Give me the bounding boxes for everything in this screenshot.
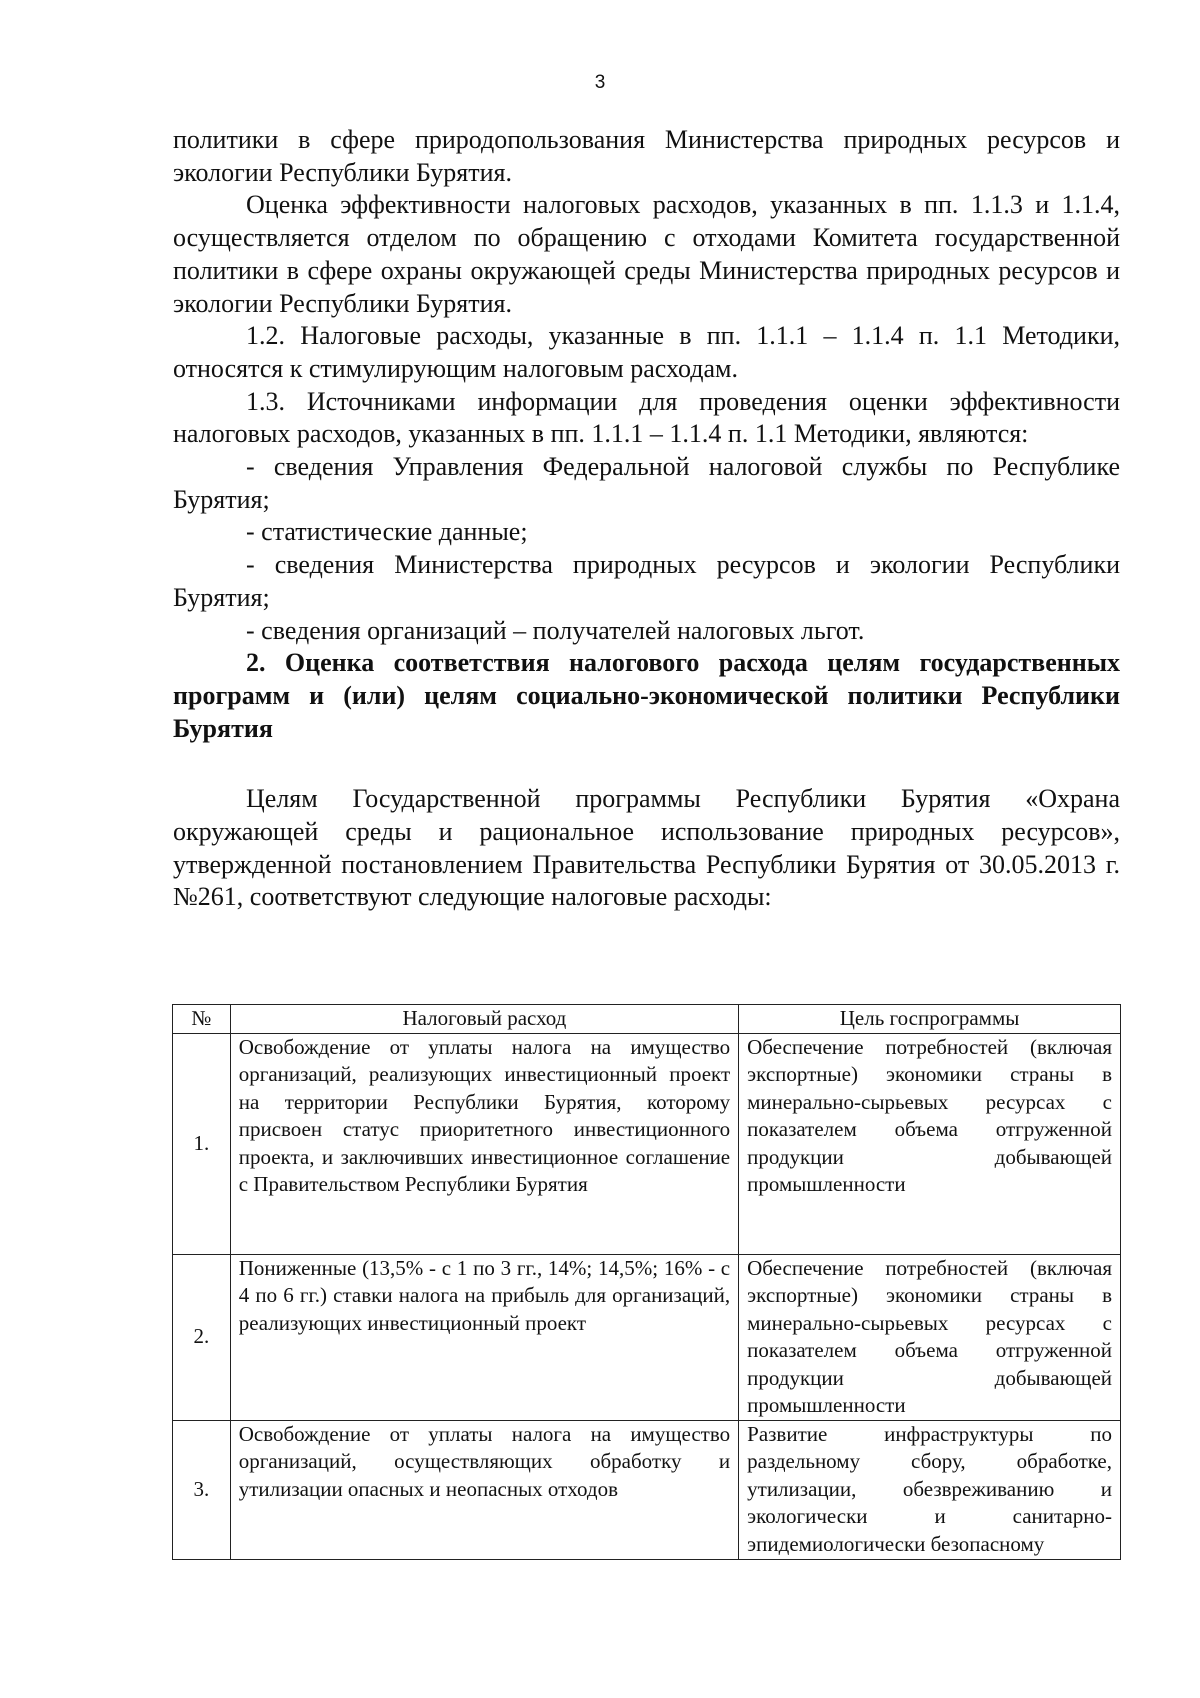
page-number: 3: [594, 72, 606, 93]
row-goal: Обеспечение потребностей (включая экспортные) экономики страны в минерально-сырьевых ресурсах с показателем объема отгруженной продукции добывающей промышленности: [739, 1254, 1121, 1420]
table-row: [173, 1254, 1121, 1420]
paragraph-intro: Целям Государственной программы Республики Бурятия «Охрана окружающей среды и рациональное использование природных ресурсов», утвержденной постановлением Правительства Республики Бурятия от 30.05.2013 г. №261, соответствуют следующие налоговые расходы:: [173, 784, 1120, 912]
row-expense: Освобождение от уплаты налога на имущество организаций, реализующих инвестиционный проект на территории Республики Бурятия, которому присвоен статус приоритетного инвестиционного проекта, и заключивших инвестиционное соглашение с Правительством Республики Бурятия: [230, 1033, 738, 1254]
list-item-organizations: - сведения организаций – получателей налоговых льгот.: [246, 615, 865, 645]
row-goal: Развитие инфраструктуры по раздельному сбору, обработке, утилизации, обезвреживанию и экологически и санитарно-эпидемиологически безопасному: [739, 1420, 1121, 1559]
row-number: 2.: [173, 1254, 231, 1420]
paragraph-1-3: 1.3. Источниками информации для проведения оценки эффективности налоговых расходов, указанных в пп. 1.1.1 – 1.1.4 п. 1.1 Методики, являются:: [173, 386, 1120, 449]
section-heading: 2. Оценка соответствия налогового расхода целям государственных программ и (или) целям социально-экономической политики Республики Бурятия: [173, 648, 1120, 743]
row-expense: Пониженные (13,5% - с 1 по 3 гг., 14%; 14,5%; 16% - с 4 по 6 гг.) ставки налога на прибыль для организаций, реализующих инвестиционный проект: [230, 1254, 738, 1420]
tax-expense-table: [172, 1004, 1121, 1560]
row-expense: Освобождение от уплаты налога на имущество организаций, осуществляющих обработку и утилизации опасных и неопасных отходов: [230, 1420, 738, 1559]
table-row: [173, 1033, 1121, 1254]
header-goal: Цель госпрограммы: [739, 1005, 1121, 1034]
list-item-ministry: - сведения Министерства природных ресурсов и экологии Республики Бурятия;: [173, 550, 1120, 612]
header-expense: Налоговый расход: [230, 1005, 738, 1034]
table-row: [173, 1420, 1121, 1559]
header-number: №: [173, 1005, 231, 1034]
table-header-row: [173, 1005, 1121, 1034]
paragraph-evaluation: Оценка эффективности налоговых расходов, указанных в пп. 1.1.3 и 1.1.4, осуществляется отделом по обращению с отходами Комитета государственной политики в сфере охраны окружающей среды Министерства природных ресурсов и экологии Республики Бурятия.: [173, 190, 1120, 318]
list-item-fns: - сведения Управления Федеральной налоговой службы по Республике Бурятия;: [173, 452, 1120, 514]
row-goal: Обеспечение потребностей (включая экспортные) экономики страны в минерально-сырьевых ресурсах с показателем объема отгруженной продукции добывающей промышленности: [739, 1033, 1121, 1254]
row-number: 1.: [173, 1033, 231, 1254]
list-item-statistics: - статистические данные;: [246, 517, 528, 547]
paragraph-1-2: 1.2. Налоговые расходы, указанные в пп. 1.1.1 – 1.1.4 п. 1.1 Методики, относятся к стимулирующим налоговым расходам.: [173, 321, 1120, 383]
paragraph-continuation: политики в сфере природопользования Министерства природных ресурсов и экологии Республики Бурятия.: [173, 125, 1120, 187]
document-body: [173, 124, 1120, 914]
row-number: 3.: [173, 1420, 231, 1559]
